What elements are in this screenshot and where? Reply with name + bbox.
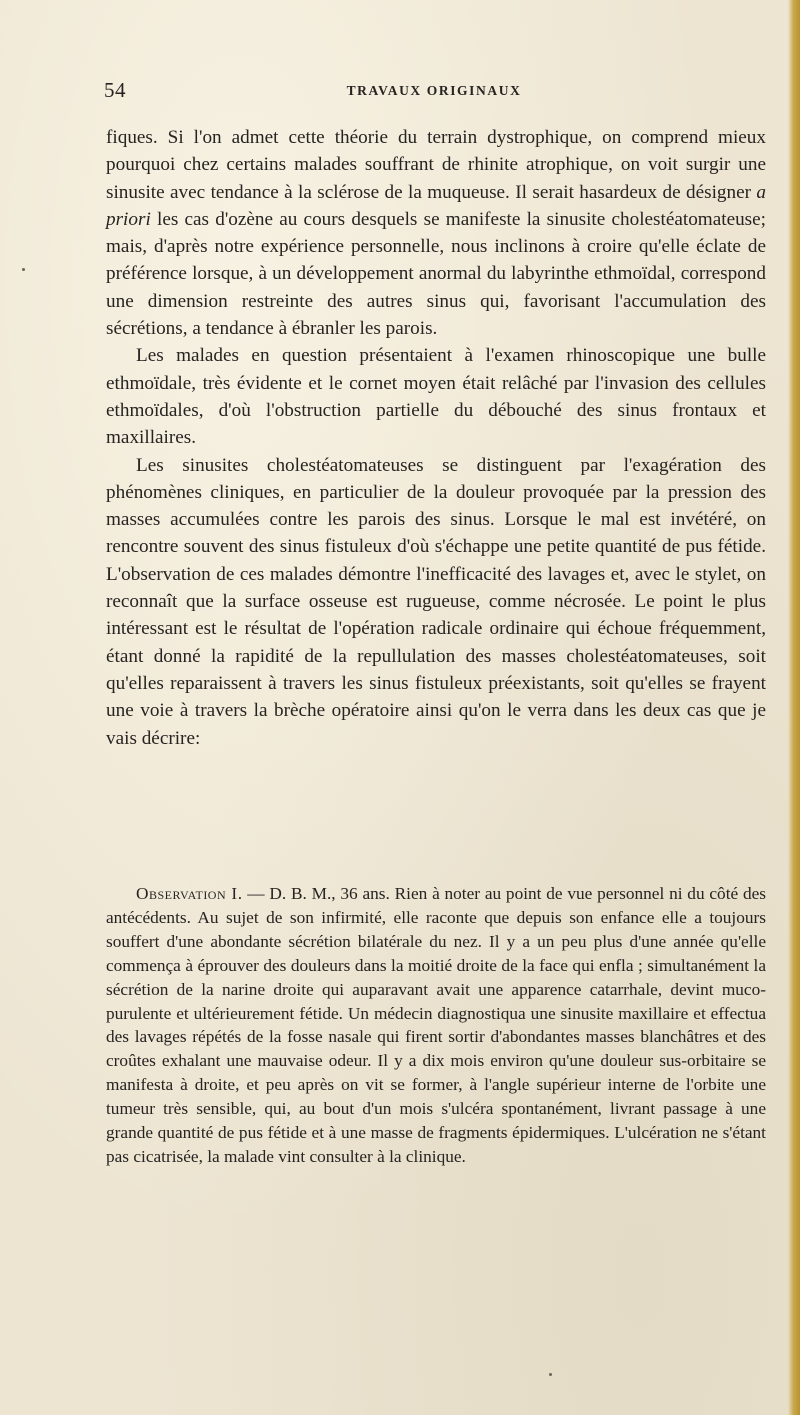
page-number: 54 <box>104 78 126 102</box>
paragraph-1 <box>106 124 766 342</box>
paragraph-1-text-a: fiques. Si l'on admet cette théorie du terrain dystrophique, on comprend mieux pourquoi chez certains malades souffrant de rhinite atrophique, on voit surgir une sinusite avec tendance à la sclérose de la muqueuse. Il serait hasardeux de désigner <box>106 127 766 203</box>
paragraph-1-text-b: les cas d'ozène au cours desquels se manifeste la sinusite cholestéatomateuse; mais, d'après notre expérience personnelle, nous inclinons à croire qu'elle éclate de préférence lorsque, à un développement anormal du labyrinthe ethmoïdal, correspond une dimension restreinte des autres sinus qui, favorisant l'accumulation des sécrétions, a tendance à ébranler les parois. <box>106 208 766 340</box>
paper-speck <box>549 1373 552 1376</box>
paper-speck <box>22 268 25 271</box>
paragraph-1-italic: a priori <box>106 181 766 230</box>
running-title: TRAVAUX ORIGINAUX <box>346 83 522 98</box>
observation-label: Observation I. <box>136 884 243 903</box>
page-header <box>104 78 764 106</box>
observation-paragraph <box>106 882 766 1169</box>
binding-edge <box>788 0 800 1415</box>
observation-text: — D. B. M., 36 ans. Rien à noter au point de vue personnel ni du côté des antécédents. Au sujet de son infirmité, elle raconte que depuis son enfance elle a toujours souffert d'une abondante sécrétion bilatérale du nez. Il y a un peu plus d'une année qu'elle commença à éprouver des douleurs dans la moitié droite de la face qui enfla ; simultanément la sécrétion de la narine droite qui auparavant avait une apparence catarrhale, devint muco-purulente et ultérieurement fétide. Un médecin diagnostiqua une sinusite maxillaire et effectua des lavages répétés de la fosse nasale qui firent sortir d'abondantes masses blanchâtres et des croûtes exhalant une mauvaise odeur. Il y a dix mois environ qu'une douleur sus-orbitaire se manifesta à droite, et peu après on vit se former, à l'angle supérieur interne de l'orbite une tumeur très sensible, qui, au bout d'un mois s'ulcéra spontanément, livrant passage à une grande quantité de pus fétide et à une masse de fragments épidermiques. L'ulcération ne s'étant pas cicatrisée, la malade vint consulter à la clinique. <box>106 884 766 1166</box>
paragraph-3: Les sinusites cholestéatomateuses se distinguent par l'exagération des phénomènes cliniques, en particulier de la douleur provoquée par la pression des masses accumulées contre les parois des sinus. Lorsque le mal est invétéré, on rencontre souvent des sinus fistuleux d'où s'échappe une petite quantité de pus fétide. L'observation de ces malades démontre l'inefficacité des lavages et, avec le stylet, on reconnaît que la surface osseuse est rugueuse, comme nécrosée. Le point le plus intéressant est le résultat de l'opération radicale ordinaire qui échoue fréquemment, étant donné la rapidité de la repullulation des masses cholestéatomateuses, soit qu'elles reparaissent à travers les sinus fistuleux préexistants, soit qu'elles se frayent une voie à travers la brèche opératoire ainsi qu'on le verra dans les deux cas que je vais décrire: <box>106 454 766 749</box>
paragraph-2: Les malades en question présentaient à l'examen rhinoscopique une bulle ethmoïdale, très évidente et le cornet moyen était relâché par l'invasion des cellules ethmoïdales, d'où l'obstruction partielle du débouché des sinus frontaux et maxillaires. <box>106 345 766 449</box>
body-text <box>106 124 766 752</box>
